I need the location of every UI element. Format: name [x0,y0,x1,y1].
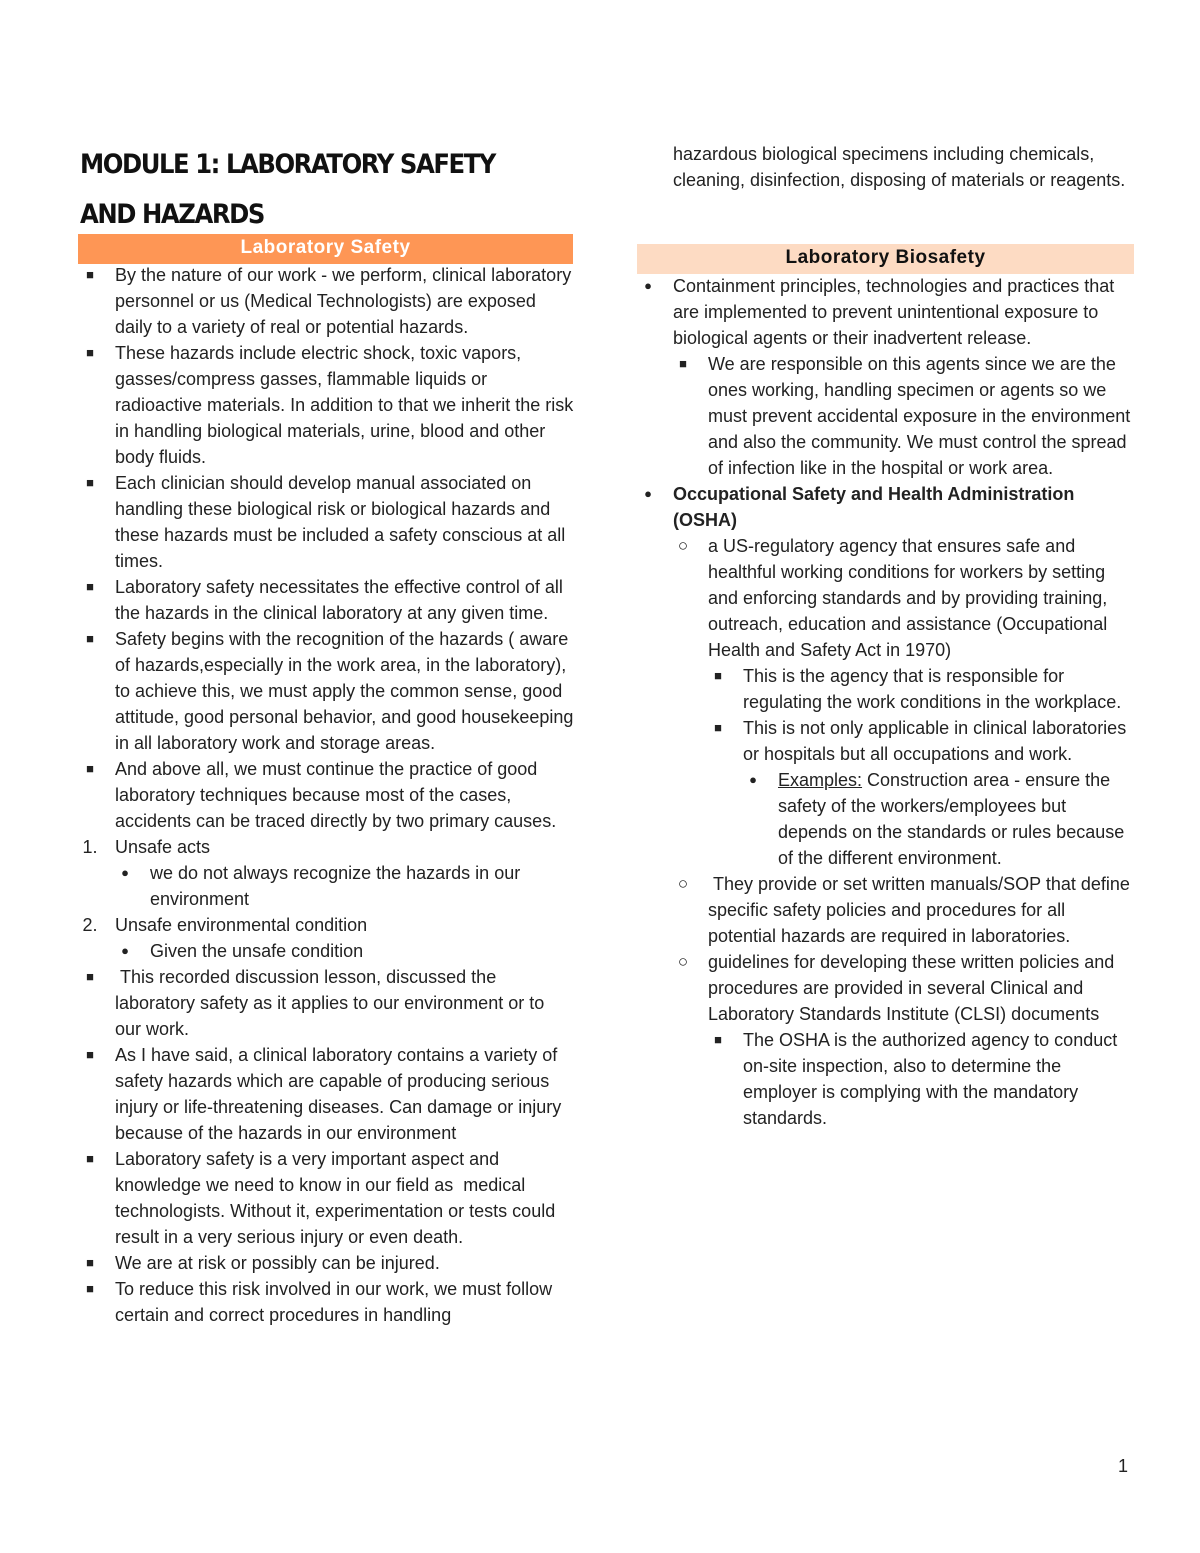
list-item: ■ This recorded discussion lesson, discussed the laboratory safety as it applies to our environment or to our work. [80,964,574,1042]
list-item: ■ As I have said, a clinical laboratory contains a variety of safety hazards which are capable of producing serious injury or life-threatening diseases. Can damage or injury because of the hazards in our environment [80,1042,574,1146]
list-item: ■ We are at risk or possibly can be injured. [80,1250,574,1276]
square-bullet-icon: ■ [86,579,94,594]
list-item: ■ These hazards include electric shock, toxic vapors, gasses/compress gasses, flammable liquids or radioactive materials. In addition to that we inherit the risk in handling biological materials, urine, blood and other body fluids. [80,340,574,470]
list-item: ■ Each clinician should develop manual associated on handling these biological risk or biological hazards and these hazards must be included a safety conscious at all times. [80,470,574,574]
square-bullet-icon: ■ [86,761,94,776]
list-item-osha [638,481,1134,533]
document-title: MODULE 1: LABORATORY SAFETY AND HAZARDS [80,149,495,230]
sub-list-item: ○ They provide or set written manuals/SOP that define specific safety policies and procedures for all potential hazards are required in laboratories. [638,871,1134,949]
open-circle-icon: ○ [677,952,689,971]
sub-list-item: ● Given the unsafe condition [80,938,574,964]
square-bullet-icon: ■ [86,1255,94,1270]
right-column-continuation [638,141,1134,193]
sub-sub-list-item: ■ This is the agency that is responsible for regulating the work conditions in the workplace. [638,663,1134,715]
square-bullet-icon: ■ [86,631,94,646]
round-bullet-icon: ● [644,486,652,501]
square-bullet-icon: ■ [714,668,722,683]
list-item: ■ Laboratory safety is a very important aspect and knowledge we need to know in our field as medical technologists. Without it, experimentation or tests could result in a very serious injury or even death. [80,1146,574,1250]
open-circle-icon: ○ [677,874,689,893]
square-bullet-icon: ■ [86,345,94,360]
sub-list-item: ○ guidelines for developing these written policies and procedures are provided in several Clinical and Laboratory Standards Institute (CLSI) documents [638,949,1134,1027]
square-bullet-icon: ■ [86,1281,94,1296]
square-bullet-icon: ■ [714,1032,722,1047]
square-bullet-icon: ■ [86,475,94,490]
section-header-laboratory-safety: Laboratory Safety [78,234,573,264]
numbered-item-unsafe-condition: 2. Unsafe environmental condition [80,912,574,938]
square-bullet-icon: ■ [679,356,687,371]
square-bullet-icon: ■ [86,969,94,984]
left-column [80,262,574,1328]
example-item: ● Examples: Construction area - ensure the safety of the workers/employees but depends on the standards or rules because of the different environment. [638,767,1134,871]
list-number: 2. [82,915,98,935]
list-item: ● Containment principles, technologies and practices that are implemented to prevent unintentional exposure to biological agents or their inadvertent release. [638,273,1134,351]
list-item: ■ Laboratory safety necessitates the effective control of all the hazards in the clinical laboratory at any given time. [80,574,574,626]
round-bullet-icon: ● [749,772,757,787]
square-bullet-icon: ■ [86,267,94,282]
right-column [638,273,1134,1131]
section-header-laboratory-biosafety: Laboratory Biosafety [637,244,1134,274]
square-bullet-icon: ■ [714,720,722,735]
examples-label: Examples: [778,770,863,790]
sub-list-item: ■ We are responsible on this agents since we are the ones working, handling specimen or agents so we must prevent accidental exposure in the environment and also the community. We must control the spread of infection like in the hospital or work area. [638,351,1134,481]
square-bullet-icon: ■ [86,1047,94,1062]
numbered-item-unsafe-acts: 1. Unsafe acts [80,834,574,860]
open-circle-icon: ○ [677,536,689,555]
sub-list-item: ○ a US-regulatory agency that ensures safe and healthful working conditions for workers by setting and enforcing standards and by providing training, outreach, education and assistance (Occupational Health and Safety Act in 1970) [638,533,1134,663]
continued-text: hazardous biological specimens including chemicals, cleaning, disinfection, disposing of materials or reagents. [673,144,1126,190]
osha-heading: Occupational Safety and Health Administration (OSHA) [673,484,1075,530]
list-item: ■ To reduce this risk involved in our work, we must follow certain and correct procedures in handling [80,1276,574,1328]
sub-list-item: ● we do not always recognize the hazards in our environment [80,860,574,912]
sub-sub-list-item: ■ The OSHA is the authorized agency to conduct on-site inspection, also to determine the employer is complying with the mandatory standards. [638,1027,1134,1131]
round-bullet-icon: ● [644,278,652,293]
list-item: ■ And above all, we must continue the practice of good laboratory techniques because most of the cases, accidents can be traced directly by two primary causes. [80,756,574,834]
sub-sub-list-item: ■ This is not only applicable in clinical laboratories or hospitals but all occupations and work. [638,715,1134,767]
list-item: ■ Safety begins with the recognition of the hazards ( aware of hazards,especially in the work area, in the laboratory), to achieve this, we must apply the common sense, good attitude, good personal behavior, and good housekeeping in all laboratory work and storage areas. [80,626,574,756]
round-bullet-icon: ● [121,865,129,880]
list-number: 1. [82,837,98,857]
list-item: ■ By the nature of our work - we perform, clinical laboratory personnel or us (Medical Technologists) are exposed daily to a variety of real or potential hazards. [80,262,574,340]
round-bullet-icon: ● [121,943,129,958]
page-number: 1 [1118,1456,1129,1476]
square-bullet-icon: ■ [86,1151,94,1166]
